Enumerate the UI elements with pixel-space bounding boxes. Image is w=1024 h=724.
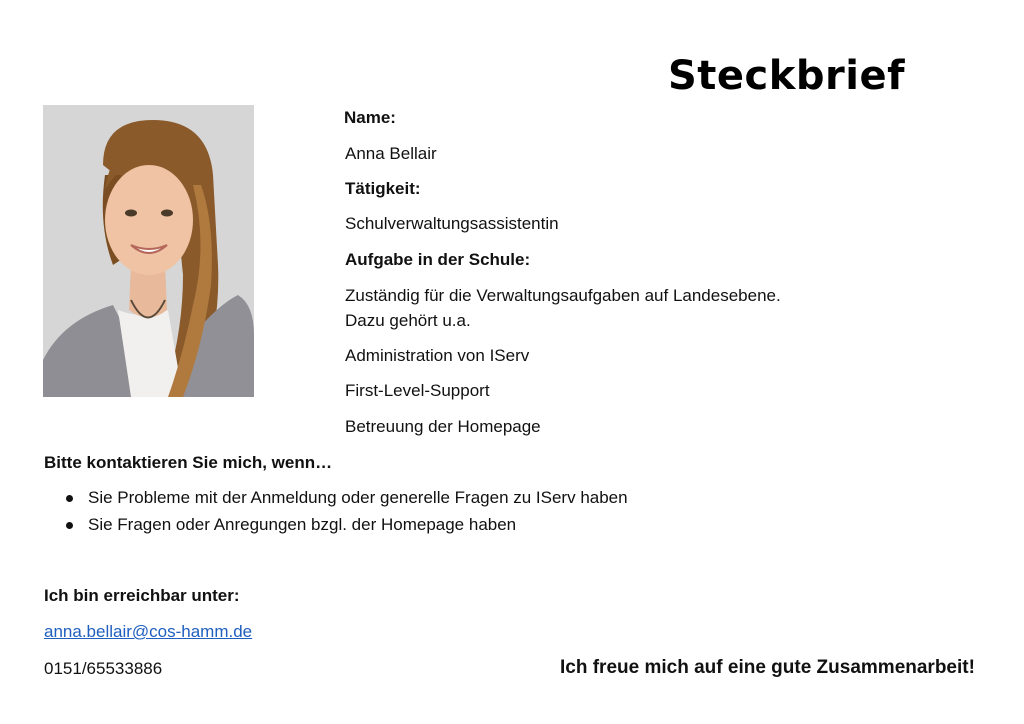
page-title: Steckbrief — [668, 53, 905, 99]
task-item: First-Level-Support — [345, 381, 490, 400]
email-link[interactable]: anna.bellair@cos-hamm.de — [44, 622, 253, 641]
task-item: Betreuung der Homepage — [345, 417, 541, 436]
contact-reason-text: Sie Fragen oder Anregungen bzgl. der Homepage haben — [88, 515, 517, 534]
tasks-description-line1: Zuständig für die Verwaltungsaufgaben auf Landesebene. — [345, 286, 781, 305]
role-value: Schulverwaltungsassistentin — [345, 214, 559, 233]
profile-photo — [43, 105, 254, 397]
contact-reason-text: Sie Probleme mit der Anmeldung oder generelle Fragen zu IServ haben — [88, 488, 628, 507]
phone-number: 0151/65533886 — [44, 659, 163, 678]
tasks-description-line2: Dazu gehört u.a. — [345, 311, 471, 330]
name-label: Name: — [344, 108, 396, 127]
closing-remark: Ich freue mich auf eine gute Zusammenarbeit! — [560, 657, 975, 678]
name-value: Anna Bellair — [345, 144, 437, 163]
role-label: Tätigkeit: — [345, 179, 421, 198]
reachable-label: Ich bin erreichbar unter: — [44, 586, 240, 605]
bullet-icon — [66, 495, 73, 502]
email-container — [44, 621, 252, 643]
bullet-icon — [66, 522, 73, 529]
tasks-label: Aufgabe in der Schule: — [345, 250, 531, 269]
task-item: Administration von IServ — [345, 346, 530, 365]
contact-intro: Bitte kontaktieren Sie mich, wenn… — [44, 453, 333, 472]
portrait-image — [43, 105, 254, 397]
